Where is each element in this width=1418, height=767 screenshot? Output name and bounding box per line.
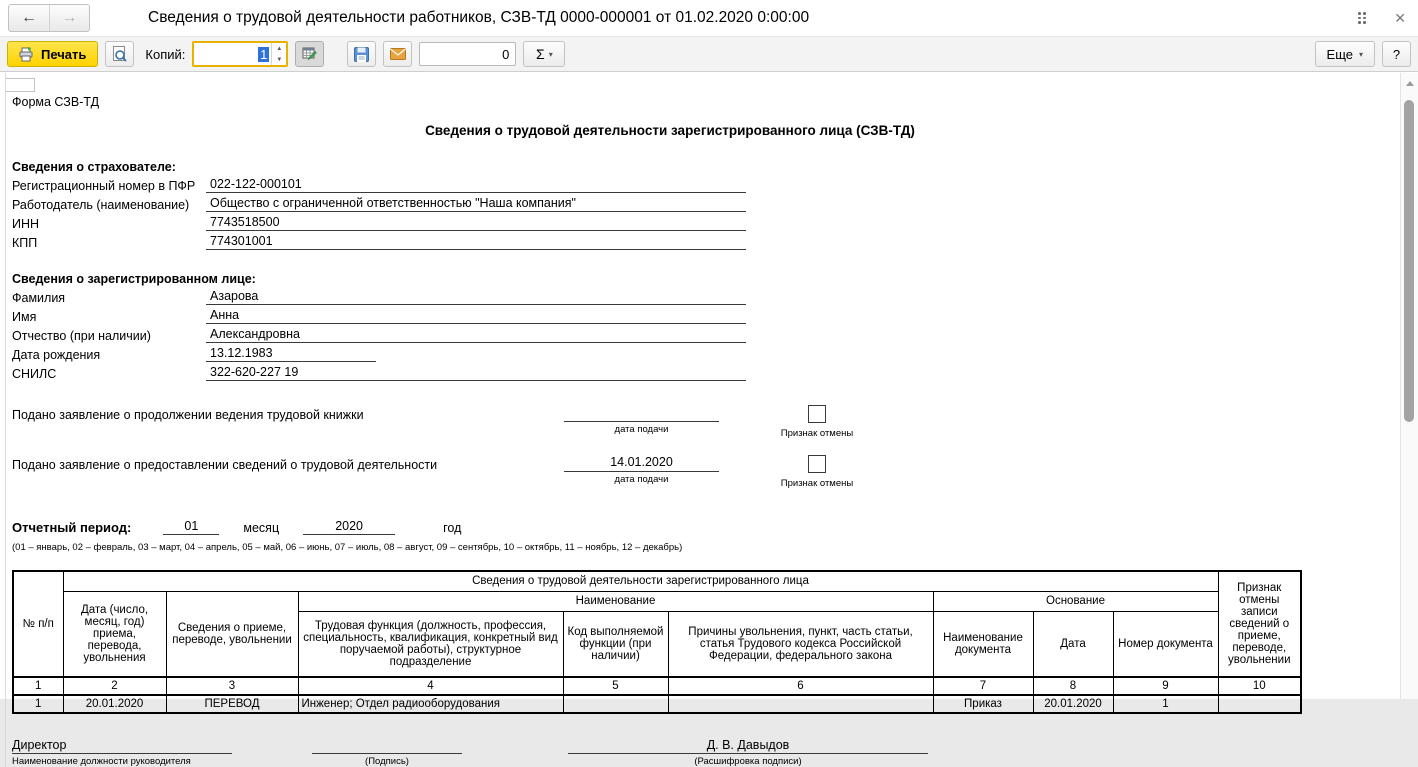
field-value: Анна (206, 308, 746, 324)
spin-down-icon[interactable]: ▼ (276, 56, 283, 63)
director-name: Д. В. Давыдов (568, 738, 928, 754)
toolbar (0, 36, 1418, 72)
field-row (12, 193, 1335, 212)
statement-row (12, 405, 1335, 439)
field-value: 774301001 (206, 234, 746, 250)
scroll-up-icon[interactable] (1406, 81, 1414, 86)
mail-icon (390, 48, 406, 60)
close-icon[interactable]: ✕ (1394, 9, 1406, 26)
cell-num: 1 (13, 695, 63, 713)
counter-field[interactable] (419, 42, 516, 66)
table-edit-icon (302, 46, 318, 62)
more-button-label: Еще (1326, 46, 1353, 62)
save-icon (354, 47, 369, 62)
field-label: Регистрационный номер в ПФР (12, 179, 196, 193)
col-header-code: Код выполняемой функции (при наличии) (563, 611, 668, 677)
chevron-down-icon: ▾ (548, 49, 553, 59)
col-number: 8 (1033, 677, 1113, 695)
col-header-date: Дата (число, месяц, год) приема, перевода, увольнения (63, 591, 166, 677)
save-button[interactable] (347, 41, 376, 67)
col-header-cancel: Признак отмены записи сведений о приеме, переводе, увольнении (1218, 571, 1301, 677)
field-value: 13.12.1983 (206, 346, 376, 362)
field-row (12, 324, 1335, 343)
field-value: Александровна (206, 327, 746, 343)
signature-line (312, 738, 462, 754)
statement-date-caption: дата подачи (614, 474, 669, 485)
window-title: Сведения о трудовой деятельности работников, СЗВ-ТД 0000-000001 от 01.02.2020 0:00:00 (148, 9, 810, 26)
cell-info: ПЕРЕВОД (166, 695, 298, 713)
col-header-num: № п/п (13, 571, 63, 677)
group-header-basis: Основание (933, 591, 1218, 611)
cancel-checkbox (808, 405, 826, 423)
print-button[interactable] (7, 41, 98, 67)
cell-date: 20.01.2020 (63, 695, 166, 713)
help-button-label: ? (1392, 46, 1401, 62)
document-area[interactable] (0, 73, 1418, 767)
period-month-caption: месяц (243, 521, 280, 535)
help-button[interactable] (1382, 41, 1411, 67)
signature-caption: (Подпись) (365, 756, 409, 767)
col-header-doc-name: Наименование документа (933, 611, 1033, 677)
field-row (12, 174, 1335, 193)
field-label: КПП (12, 236, 38, 250)
field-row (12, 343, 1335, 362)
col-number: 4 (298, 677, 563, 695)
copies-spinner[interactable] (271, 43, 286, 65)
copies-label: Копий: (145, 46, 186, 62)
months-footnote: (01 – январь, 02 – февраль, 03 – март, 04 – апрель, 05 – май, 06 – июнь, 07 – июль, 08 – август, 09 – сентябрь, 10 – октябрь, 11 – ноябрь, 12 – декабрь) (12, 542, 683, 553)
field-value: Азарова (206, 289, 746, 305)
printer-icon (19, 47, 35, 62)
col-number: 1 (13, 677, 63, 695)
director-position: Директор (12, 738, 232, 754)
print-button-label: Печать (41, 46, 87, 62)
field-label: Фамилия (12, 291, 66, 305)
cell-doc-name: Приказ (933, 695, 1033, 713)
name-caption: (Расшифровка подписи) (694, 756, 802, 767)
vertical-scrollbar[interactable] (1400, 73, 1418, 699)
chevron-down-icon: ▾ (1358, 49, 1363, 59)
field-label: СНИЛС (12, 367, 57, 381)
statement-date-value: 14.01.2020 (564, 455, 719, 472)
col-number: 2 (63, 677, 166, 695)
field-row (12, 305, 1335, 324)
field-row (12, 212, 1335, 231)
cell-cancel (1218, 695, 1301, 713)
copies-input[interactable] (192, 41, 288, 67)
copies-value: 1 (260, 46, 268, 62)
cell-reason (668, 695, 933, 713)
titlebar (0, 0, 1418, 36)
person-heading: Сведения о зарегистрированном лице: (12, 272, 256, 286)
signature-block (12, 738, 1335, 767)
form-code: Форма СЗВ-ТД (12, 95, 100, 109)
edit-table-button[interactable] (295, 41, 324, 67)
more-button[interactable] (1315, 41, 1375, 67)
field-value: 022-122-000101 (206, 177, 746, 193)
counter-value: 0 (502, 46, 510, 62)
szv-td-form (5, 73, 1335, 767)
col-header-doc-date: Дата (1033, 611, 1113, 677)
report-period-row (12, 519, 1335, 535)
col-number: 5 (563, 677, 668, 695)
col-number: 3 (166, 677, 298, 695)
sum-dropdown-button[interactable] (523, 41, 565, 67)
statement-date-caption: дата подачи (614, 424, 669, 435)
col-number: 6 (668, 677, 933, 695)
col-number: 9 (1113, 677, 1218, 695)
field-row (12, 362, 1335, 381)
field-row (12, 286, 1335, 305)
col-header-info: Сведения о приеме, переводе, увольнении (166, 591, 298, 677)
statement-label: Подано заявление о предоставлении сведений о трудовой деятельности (12, 458, 438, 472)
sigma-icon: Σ (536, 46, 545, 62)
period-year-value: 2020 (303, 519, 395, 535)
field-label: ИНН (12, 217, 40, 231)
back-arrow-icon: ← (21, 9, 37, 26)
cell-doc-date: 20.01.2020 (1033, 695, 1113, 713)
group-header-name: Наименование (298, 591, 933, 611)
table-row (13, 695, 1301, 713)
insurer-heading: Сведения о страхователе: (12, 160, 176, 174)
nav-buttons (8, 4, 90, 32)
field-label: Дата рождения (12, 348, 101, 362)
cancel-checkbox (808, 455, 826, 473)
document-title: Сведения о трудовой деятельности зарегистрированного лица (СЗВ-ТД) (425, 123, 915, 138)
period-month-value: 01 (163, 519, 219, 535)
statement-row (12, 455, 1335, 489)
preview-icon (112, 46, 127, 62)
cell-function: Инженер; Отдел радиооборудования (298, 695, 563, 713)
col-header-doc-num: Номер документа (1113, 611, 1218, 677)
field-label: Имя (12, 310, 37, 324)
field-value: Общество с ограниченной ответственностью "Наша компания" (206, 196, 746, 212)
col-header-function: Трудовая функция (должность, профессия, специальность, квалификация, конкретный вид поручаемой работы), структурное подразделение (298, 611, 563, 677)
field-label: Работодатель (наименование) (12, 198, 190, 212)
col-number: 7 (933, 677, 1033, 695)
cancel-caption: Признак отмены (780, 428, 854, 439)
cell-code (563, 695, 668, 713)
statement-date-value (564, 405, 719, 422)
activity-table (12, 570, 1302, 714)
spin-up-icon[interactable]: ▲ (276, 45, 283, 52)
send-email-button[interactable] (383, 41, 412, 67)
field-row (12, 231, 1335, 250)
cancel-caption: Признак отмены (780, 478, 854, 489)
more-menu-icon[interactable] (1358, 12, 1366, 24)
period-year-caption: год (443, 521, 462, 535)
col-header-reason: Причины увольнения, пункт, часть статьи, статья Трудового кодекса Российской Федерации, федерального закона (668, 611, 933, 677)
field-value: 322-620-227 19 (206, 365, 746, 381)
scrollbar-thumb[interactable] (1404, 100, 1414, 422)
table-span-title: Сведения о трудовой деятельности зарегистрированного лица (63, 571, 1218, 591)
position-caption: Наименование должности руководителя (12, 756, 191, 767)
preview-button[interactable] (105, 41, 134, 67)
period-label: Отчетный период: (12, 520, 132, 535)
column-numbers-row (13, 677, 1301, 695)
statement-label: Подано заявление о продолжении ведения трудовой книжки (12, 408, 364, 422)
col-number: 10 (1218, 677, 1301, 695)
back-button[interactable] (9, 5, 49, 31)
forward-arrow-icon: → (61, 9, 78, 26)
field-label: Отчество (при наличии) (12, 329, 151, 343)
forward-button[interactable] (49, 5, 89, 31)
field-value: 7743518500 (206, 215, 746, 231)
cell-doc-num: 1 (1113, 695, 1218, 713)
